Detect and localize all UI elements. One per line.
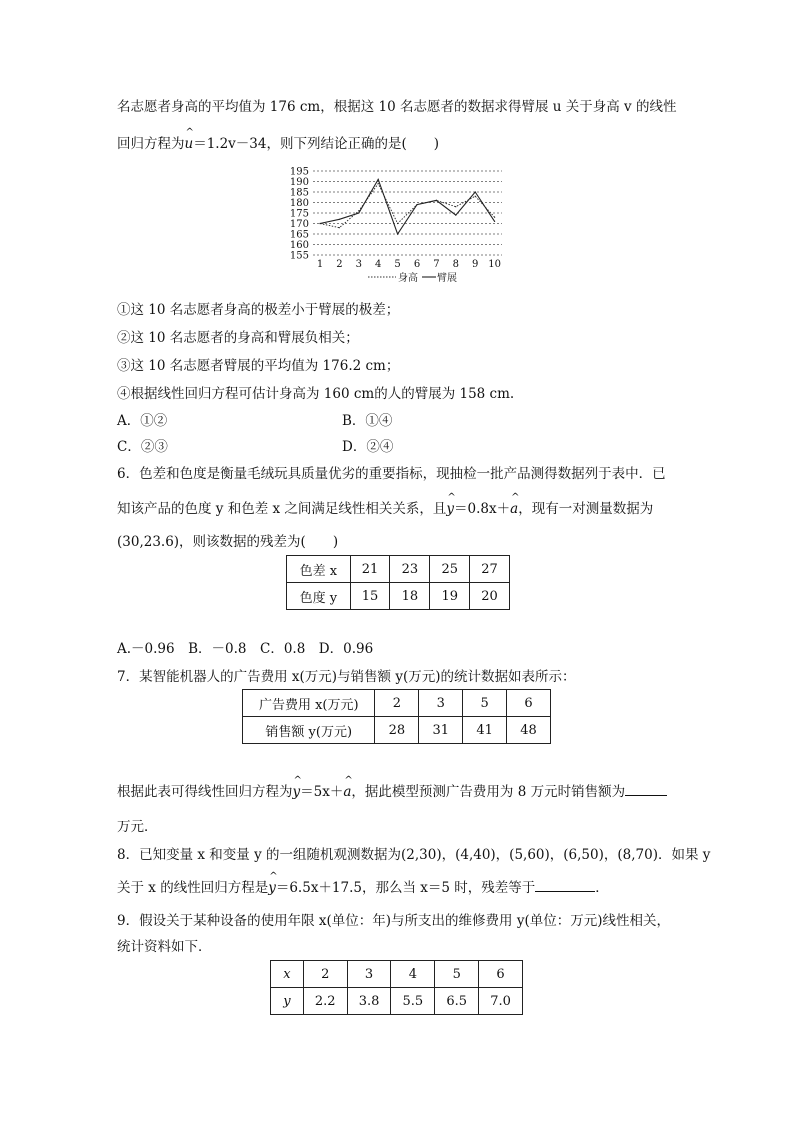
table-cell: x xyxy=(271,961,304,988)
data-point xyxy=(436,200,437,201)
y-tick-label: 155 xyxy=(289,250,309,262)
table-cell: 3 xyxy=(347,961,391,988)
table-cell: 19 xyxy=(430,583,470,610)
y-tick-label: 190 xyxy=(289,177,309,188)
x-tick-label: 10 xyxy=(488,259,501,270)
q5-text-line2 xyxy=(117,132,439,152)
q7-text-line1: 7．某智能机器人的广告费用 x(万元)与销售额 y(万元)的统计数据如表所示： xyxy=(117,669,576,685)
chart-series xyxy=(319,179,495,235)
q6-text-line1: 6．色差和色度是衡量毛绒玩具质量优劣的重要指标，现抽检一批产品测得数据列于表中．已 xyxy=(117,466,666,482)
table-cell: 色差 x xyxy=(287,556,351,583)
data-point xyxy=(475,191,476,192)
q6-line2-post: ，现有一对测量数据为 xyxy=(518,501,654,517)
table-cell: 41 xyxy=(463,717,507,744)
x-tick-label: 1 xyxy=(316,259,324,270)
q5-option-d[interactable]: D．②④ xyxy=(342,439,394,455)
table-cell: 5 xyxy=(435,961,479,988)
q7-line2-pre: 根据此表可得线性回归方程为 xyxy=(117,784,293,800)
q6-options[interactable]: A.－0.96 B．－0.8 C．0.8 D．0.96 xyxy=(117,641,374,657)
data-point xyxy=(494,221,495,222)
table-cell: 18 xyxy=(390,583,430,610)
legend-label-armspan: 臂展 xyxy=(437,273,457,284)
q8-text-line2 xyxy=(117,876,609,896)
table-cell: 3 xyxy=(419,690,463,717)
y-tick-label: 180 xyxy=(289,198,309,209)
q6-data-table xyxy=(286,555,510,610)
q7-hat-a: ^ a xyxy=(343,784,351,800)
y-tick-label: 160 xyxy=(289,240,309,251)
x-tick-label: 6 xyxy=(413,259,421,270)
q8-line2-post: ＝6.5x＋17.5，那么当 x＝5 时，残差等于 xyxy=(275,880,536,896)
chart-grid xyxy=(313,171,502,255)
table-cell: 25 xyxy=(430,556,470,583)
table-row xyxy=(271,988,523,1015)
q9-text-line1: 9．假设关于某种设备的使用年限 x(单位：年)与所支出的维修费用 y(单位：万元)线性相关， xyxy=(117,913,670,929)
data-point xyxy=(455,215,456,216)
table-cell: 27 xyxy=(470,556,510,583)
chart-legend xyxy=(368,271,457,284)
q8-hat-y: ^ y xyxy=(268,880,276,896)
q5-statement-2: ②这 10 名志愿者的身高和臂展负相关； xyxy=(117,330,359,346)
q8-line2-end: ． xyxy=(595,880,609,896)
series-line-height xyxy=(320,184,495,228)
q9-data-table xyxy=(270,960,523,1015)
q7-line2-mid: ＝5x＋ xyxy=(300,784,344,800)
data-point xyxy=(378,179,379,180)
y-tick-label: 195 xyxy=(289,166,309,178)
table-row xyxy=(243,717,551,744)
data-point xyxy=(397,233,398,234)
data-point xyxy=(494,217,495,218)
q5-line2-post: ＝1.2v－34，则下列结论正确的是( ) xyxy=(193,136,440,152)
q5-hat-u: ^ u xyxy=(185,136,194,152)
table-cell: 色度 y xyxy=(287,583,351,610)
q6-line2-pre: 知该产品的色度 y 和色差 x 之间满足线性相关关系，且 xyxy=(117,501,447,517)
y-tick-label: 170 xyxy=(289,219,309,230)
table-cell: 6.5 xyxy=(435,988,479,1015)
table-row xyxy=(243,690,551,717)
data-point xyxy=(475,196,476,197)
table-cell: 23 xyxy=(390,556,430,583)
table-cell: 15 xyxy=(350,583,390,610)
q5-option-a[interactable]: A．①② xyxy=(117,413,168,429)
q7-line2-post: ，据此模型预测广告费用为 8 万元时销售额为 xyxy=(351,784,626,800)
x-tick-label: 3 xyxy=(355,259,362,270)
table-cell: 5.5 xyxy=(391,988,435,1015)
table-cell: 28 xyxy=(375,717,419,744)
q5-statement-3: ③这 10 名志愿者臂展的平均值为 176.2 cm； xyxy=(117,358,400,374)
table-cell: 2.2 xyxy=(303,988,347,1015)
q5-statement-4: ④根据线性回归方程可估计身高为 160 cm的人的臂展为 158 cm. xyxy=(117,386,515,402)
x-tick-label: 5 xyxy=(394,259,401,270)
table-cell: 48 xyxy=(507,717,551,744)
data-point xyxy=(319,223,320,224)
x-tick-label: 8 xyxy=(452,259,459,270)
q5-text-line1: 名志愿者身高的平均值为 176 cm，根据这 10 名志愿者的数据求得臂展 u 关于身高 v 的线性 xyxy=(117,99,677,115)
q7-hat-y: ^ y xyxy=(293,784,301,800)
table-row xyxy=(271,961,523,988)
table-cell: 2 xyxy=(375,690,419,717)
data-point xyxy=(397,223,398,224)
table-cell: 31 xyxy=(419,717,463,744)
q7-data-table xyxy=(242,689,551,744)
q5-statement-1: ①这 10 名志愿者身高的极差小于臂展的极差； xyxy=(117,302,400,318)
q5-option-b[interactable]: B．①④ xyxy=(342,413,393,429)
height-armspan-chart xyxy=(280,160,520,290)
table-cell: y xyxy=(271,988,304,1015)
legend-label-height: 身高 xyxy=(398,273,418,284)
q6-hat-a: ^ a xyxy=(510,501,518,517)
y-tick-label: 175 xyxy=(289,208,309,220)
table-row xyxy=(287,583,510,610)
series-line-armspan xyxy=(320,179,495,234)
table-cell: 21 xyxy=(350,556,390,583)
q7-text-line2 xyxy=(117,780,667,800)
table-cell: 6 xyxy=(507,690,551,717)
table-cell: 7.0 xyxy=(479,988,523,1015)
table-cell: 销售额 y(万元) xyxy=(243,717,375,744)
q7-answer-blank[interactable] xyxy=(625,783,667,796)
q9-text-line2: 统计资料如下． xyxy=(117,939,212,955)
table-cell: 广告费用 x(万元) xyxy=(243,690,375,717)
x-tick-label: 2 xyxy=(336,259,343,270)
table-cell: 20 xyxy=(470,583,510,610)
x-tick-label: 7 xyxy=(433,259,440,270)
q5-line2-pre: 回归方程为 xyxy=(117,136,185,152)
q6-line2-mid: ＝0.8x＋ xyxy=(454,501,511,517)
data-point xyxy=(339,227,340,228)
y-tick-label: 165 xyxy=(289,229,309,241)
data-point xyxy=(358,212,359,213)
x-tick-label: 9 xyxy=(472,259,479,270)
table-cell: 2 xyxy=(303,961,347,988)
table-cell: 4 xyxy=(391,961,435,988)
x-tick-label: 4 xyxy=(375,259,382,270)
table-cell: 5 xyxy=(463,690,507,717)
data-point xyxy=(339,219,340,220)
q7-text-line3: 万元． xyxy=(117,819,158,835)
q8-answer-blank[interactable] xyxy=(535,879,595,892)
q6-text-line2 xyxy=(117,497,653,517)
data-point xyxy=(378,183,379,184)
q8-line2-pre: 关于 x 的线性回归方程是 xyxy=(117,880,269,896)
q6-text-line3: (30,23.6)，则该数据的残差为( ) xyxy=(117,534,339,550)
y-tick-label: 185 xyxy=(289,187,309,199)
table-cell: 3.8 xyxy=(347,988,391,1015)
q5-option-c[interactable]: C．②③ xyxy=(117,439,168,455)
data-point xyxy=(416,204,417,205)
table-cell: 6 xyxy=(479,961,523,988)
chart-y-ticks xyxy=(290,167,309,262)
data-point xyxy=(455,206,456,207)
chart-x-ticks xyxy=(317,259,501,270)
table-row xyxy=(287,556,510,583)
q6-hat-y: ^ y xyxy=(446,501,454,517)
q8-text-line1: 8．已知变量 x 和变量 y 的一组随机观测数据为(2,30)，(4,40)，(5,60)，(6,50)，(8,70)．如果 y xyxy=(117,847,711,863)
